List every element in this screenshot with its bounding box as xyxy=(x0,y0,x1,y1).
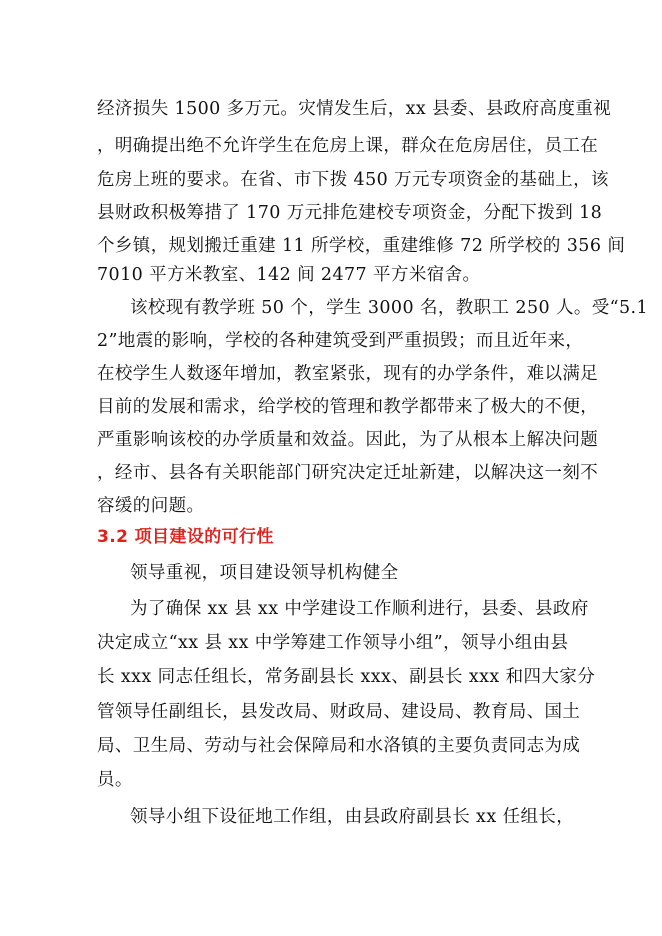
paragraph-line: 领导重视，项目建设领导机构健全 xyxy=(130,563,399,583)
paragraph-line: 2”地震的影响，学校的各种建筑受到严重损毁；而且近年来， xyxy=(97,331,584,351)
paragraph-line: 县财政积极筹措了 170 万元排危建校专项资金，分配下拨到 18 xyxy=(97,203,603,223)
paragraph-line: 危房上班的要求。在省、市下拨 450 万元专项资金的基础上，该 xyxy=(97,170,609,190)
paragraph-line: 目前的发展和需求，给学校的管理和教学都带来了极大的不便， xyxy=(97,397,599,417)
section-heading: 3.2 项目建设的可行性 xyxy=(97,527,274,547)
paragraph-line: 容缓的问题。 xyxy=(97,496,205,516)
paragraph-line: 个乡镇，规划搬迁重建 11 所学校，重建维修 72 所学校的 356 间 xyxy=(97,236,626,256)
paragraph-line: 7010 平方米教室、142 间 2477 平方米宿舍。 xyxy=(97,265,481,285)
paragraph-line: 为了确保 xx 县 xx 中学建设工作顺利进行，县委、县政府 xyxy=(130,599,589,619)
paragraph-line: 严重影响该校的办学质量和效益。因此，为了从根本上解决问题 xyxy=(97,430,599,450)
paragraph-line: 局、卫生局、劳动与社会保障局和水洛镇的主要负责同志为成 xyxy=(97,736,581,756)
paragraph-line: 员。 xyxy=(97,770,133,790)
paragraph-line: 经济损失 1500 多万元。灾情发生后，xx 县委、县政府高度重视 xyxy=(97,99,612,119)
paragraph-line: 管领导任副组长，县发改局、财政局、建设局、教育局、国土 xyxy=(97,702,581,722)
paragraph-line: 领导小组下设征地工作组，由县政府副县长 xx 任组长， xyxy=(130,807,575,827)
paragraph-line: 长 xxx 同志任组长，常务副县长 xxx、副县长 xxx 和四大家分 xyxy=(97,667,596,687)
paragraph-line: ，经市、县各有关职能部门研究决定迁址新建，以解决这一刻不 xyxy=(97,463,599,483)
paragraph-line: 该校现有教学班 50 个，学生 3000 名，教职工 250 人。受“5.1 xyxy=(130,298,649,318)
paragraph-line: ，明确提出绝不允许学生在危房上课，群众在危房居住，员工在 xyxy=(97,136,599,156)
paragraph-line: 在校学生人数逐年增加，教室紧张，现有的办学条件，难以满足 xyxy=(97,364,599,384)
paragraph-line: 决定成立“xx 县 xx 中学筹建工作领导小组”，领导小组由县 xyxy=(97,633,569,653)
